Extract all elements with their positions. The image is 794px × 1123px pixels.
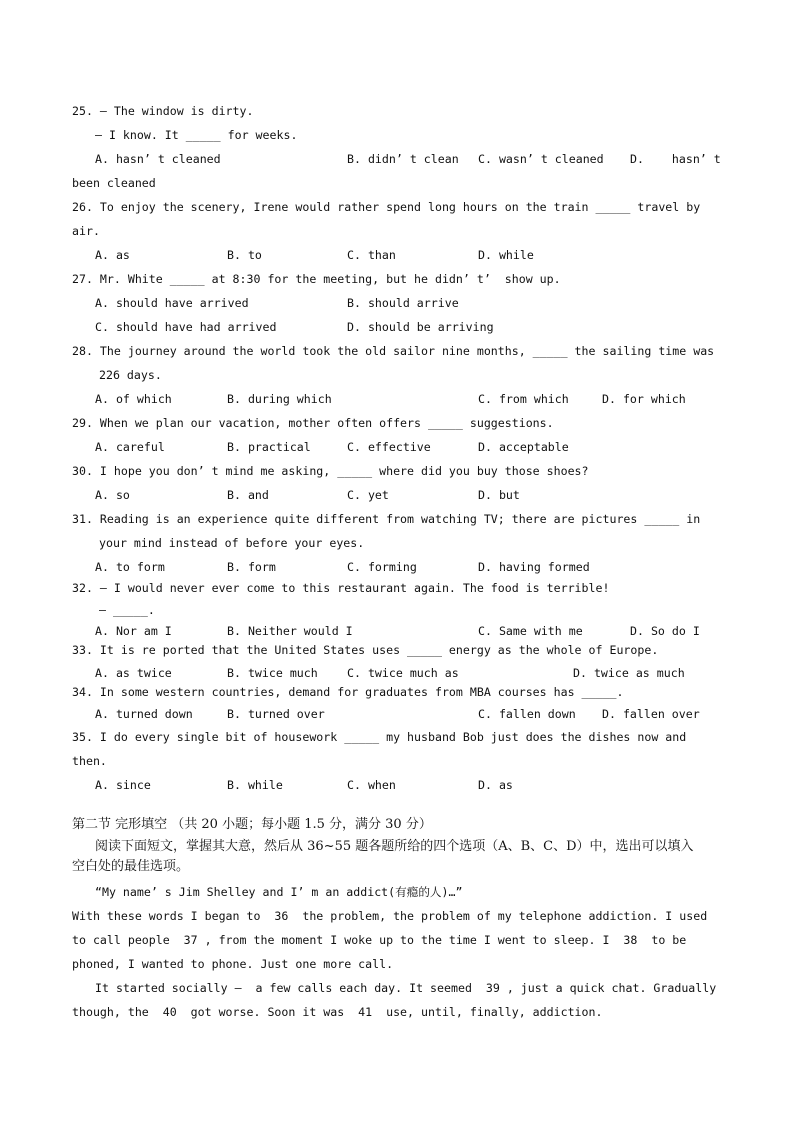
question-28-option-c: C. from which xyxy=(478,392,569,406)
question-34-option-d: D. fallen over xyxy=(602,707,700,721)
question-28-option-a: A. of which xyxy=(95,392,172,406)
question-31-option-d: D. having formed xyxy=(478,560,590,574)
question-31-line2: your mind instead of before your eyes. xyxy=(99,536,365,550)
question-26-line2: air. xyxy=(72,224,100,238)
passage-line: It started socially — a few calls each day. It seemed 39 , just a quick chat. Gradually xyxy=(95,981,717,995)
question-29-option-a: A. careful xyxy=(95,440,165,454)
question-31-option-c: C. forming xyxy=(347,560,417,574)
question-34-option-a: A. turned down xyxy=(95,707,193,721)
question-33-option-c: C. twice much as xyxy=(347,666,459,680)
question-34-stem: 34. In some western countries, demand for graduates from MBA courses has _____. xyxy=(72,685,624,699)
question-29-option-b: B. practical xyxy=(227,440,311,454)
question-35-line2: then. xyxy=(72,754,107,768)
question-31-option-b: B. form xyxy=(227,560,276,574)
question-31-stem: 31. Reading is an experience quite different from watching TV; there are pictures _____ in xyxy=(72,512,701,526)
question-28-option-b: B. during which xyxy=(227,392,332,406)
passage-line: “My name’ s Jim Shelley and I’ m an addict(有瘾的人)…” xyxy=(95,885,463,899)
question-27-option-b: B. should arrive xyxy=(347,296,459,310)
question-34-option-c: C. fallen down xyxy=(478,707,576,721)
question-33-option-a: A. as twice xyxy=(95,666,172,680)
section-heading: 第二节 完形填空 （共 20 小题；每小题 1.5 分，满分 30 分） xyxy=(72,817,432,832)
question-33-stem: 33. It is re ported that the United States uses _____ energy as the whole of Europe. xyxy=(72,643,659,657)
question-32-stem: 32. — I would never ever come to this restaurant again. The food is terrible! xyxy=(72,581,610,595)
question-30-option-d: D. but xyxy=(478,488,520,502)
question-29-option-d: D. acceptable xyxy=(478,440,569,454)
question-29-option-c: C. effective xyxy=(347,440,431,454)
question-26-option-d: D. while xyxy=(478,248,534,262)
question-33-option-d: D. twice as much xyxy=(573,666,685,680)
question-25-line2: — I know. It _____ for weeks. xyxy=(95,128,298,142)
question-28-option-d: D. for which xyxy=(602,392,686,406)
question-25-option-c: C. wasn’ t cleaned xyxy=(478,152,604,166)
question-28-stem: 28. The journey around the world took the old sailor nine months, _____ the sailing time was xyxy=(72,344,715,358)
section-instruction-cont: 空白处的最佳选项。 xyxy=(72,859,190,874)
question-35-option-b: B. while xyxy=(227,778,283,792)
question-27-option-d: D. should be arriving xyxy=(347,320,494,334)
question-25-option-b: B. didn’ t clean xyxy=(347,152,459,166)
passage-line: to call people 37 , from the moment I woke up to the time I went to sleep. I 38 to be xyxy=(72,933,687,947)
question-34-option-b: B. turned over xyxy=(227,707,325,721)
question-32-option-b: B. Neither would I xyxy=(227,624,353,638)
passage-line: though, the 40 got worse. Soon it was 41 use, until, finally, addiction. xyxy=(72,1005,603,1019)
question-26-option-b: B. to xyxy=(227,248,262,262)
question-35-option-a: A. since xyxy=(95,778,151,792)
question-32-option-a: A. Nor am I xyxy=(95,624,172,638)
question-25-option-a: A. hasn’ t cleaned xyxy=(95,152,221,166)
question-26-option-a: A. as xyxy=(95,248,130,262)
passage-line: With these words I began to 36 the problem, the problem of my telephone addiction. I used xyxy=(72,909,708,923)
question-26-option-c: C. than xyxy=(347,248,396,262)
question-30-option-c: C. yet xyxy=(347,488,389,502)
passage-line: phoned, I wanted to phone. Just one more call. xyxy=(72,957,394,971)
question-25-stem: 25. — The window is dirty. xyxy=(72,104,254,118)
question-31-option-a: A. to form xyxy=(95,560,165,574)
question-35-option-c: C. when xyxy=(347,778,396,792)
section-instruction: 阅读下面短文，掌握其大意，然后从 36~55 题各题所给的四个选项（A、B、C、D）中，选出可以填入 xyxy=(95,839,694,854)
question-32-option-c: C. Same with me xyxy=(478,624,583,638)
question-30-stem: 30. I hope you don’ t mind me asking, _____ where did you buy those shoes? xyxy=(72,464,589,478)
question-30-option-b: B. and xyxy=(227,488,269,502)
question-33-option-b: B. twice much xyxy=(227,666,318,680)
question-35-option-d: D. as xyxy=(478,778,513,792)
question-32-option-d: D. So do I xyxy=(630,624,700,638)
question-27-stem: 27. Mr. White _____ at 8:30 for the meeting, but he didn’ t’ show up. xyxy=(72,272,561,286)
question-28-line2: 226 days. xyxy=(99,368,162,382)
question-32-line2: — _____. xyxy=(99,603,155,617)
question-27-option-a: A. should have arrived xyxy=(95,296,249,310)
question-30-option-a: A. so xyxy=(95,488,130,502)
question-25-wrap: been cleaned xyxy=(72,176,156,190)
question-35-stem: 35. I do every single bit of housework _____ my husband Bob just does the dishes now and xyxy=(72,730,687,744)
question-25-option-d: D. hasn’ t xyxy=(630,152,721,166)
question-29-stem: 29. When we plan our vacation, mother often offers _____ suggestions. xyxy=(72,416,554,430)
question-27-option-c: C. should have had arrived xyxy=(95,320,277,334)
question-26-stem: 26. To enjoy the scenery, Irene would rather spend long hours on the train _____ travel by xyxy=(72,200,701,214)
